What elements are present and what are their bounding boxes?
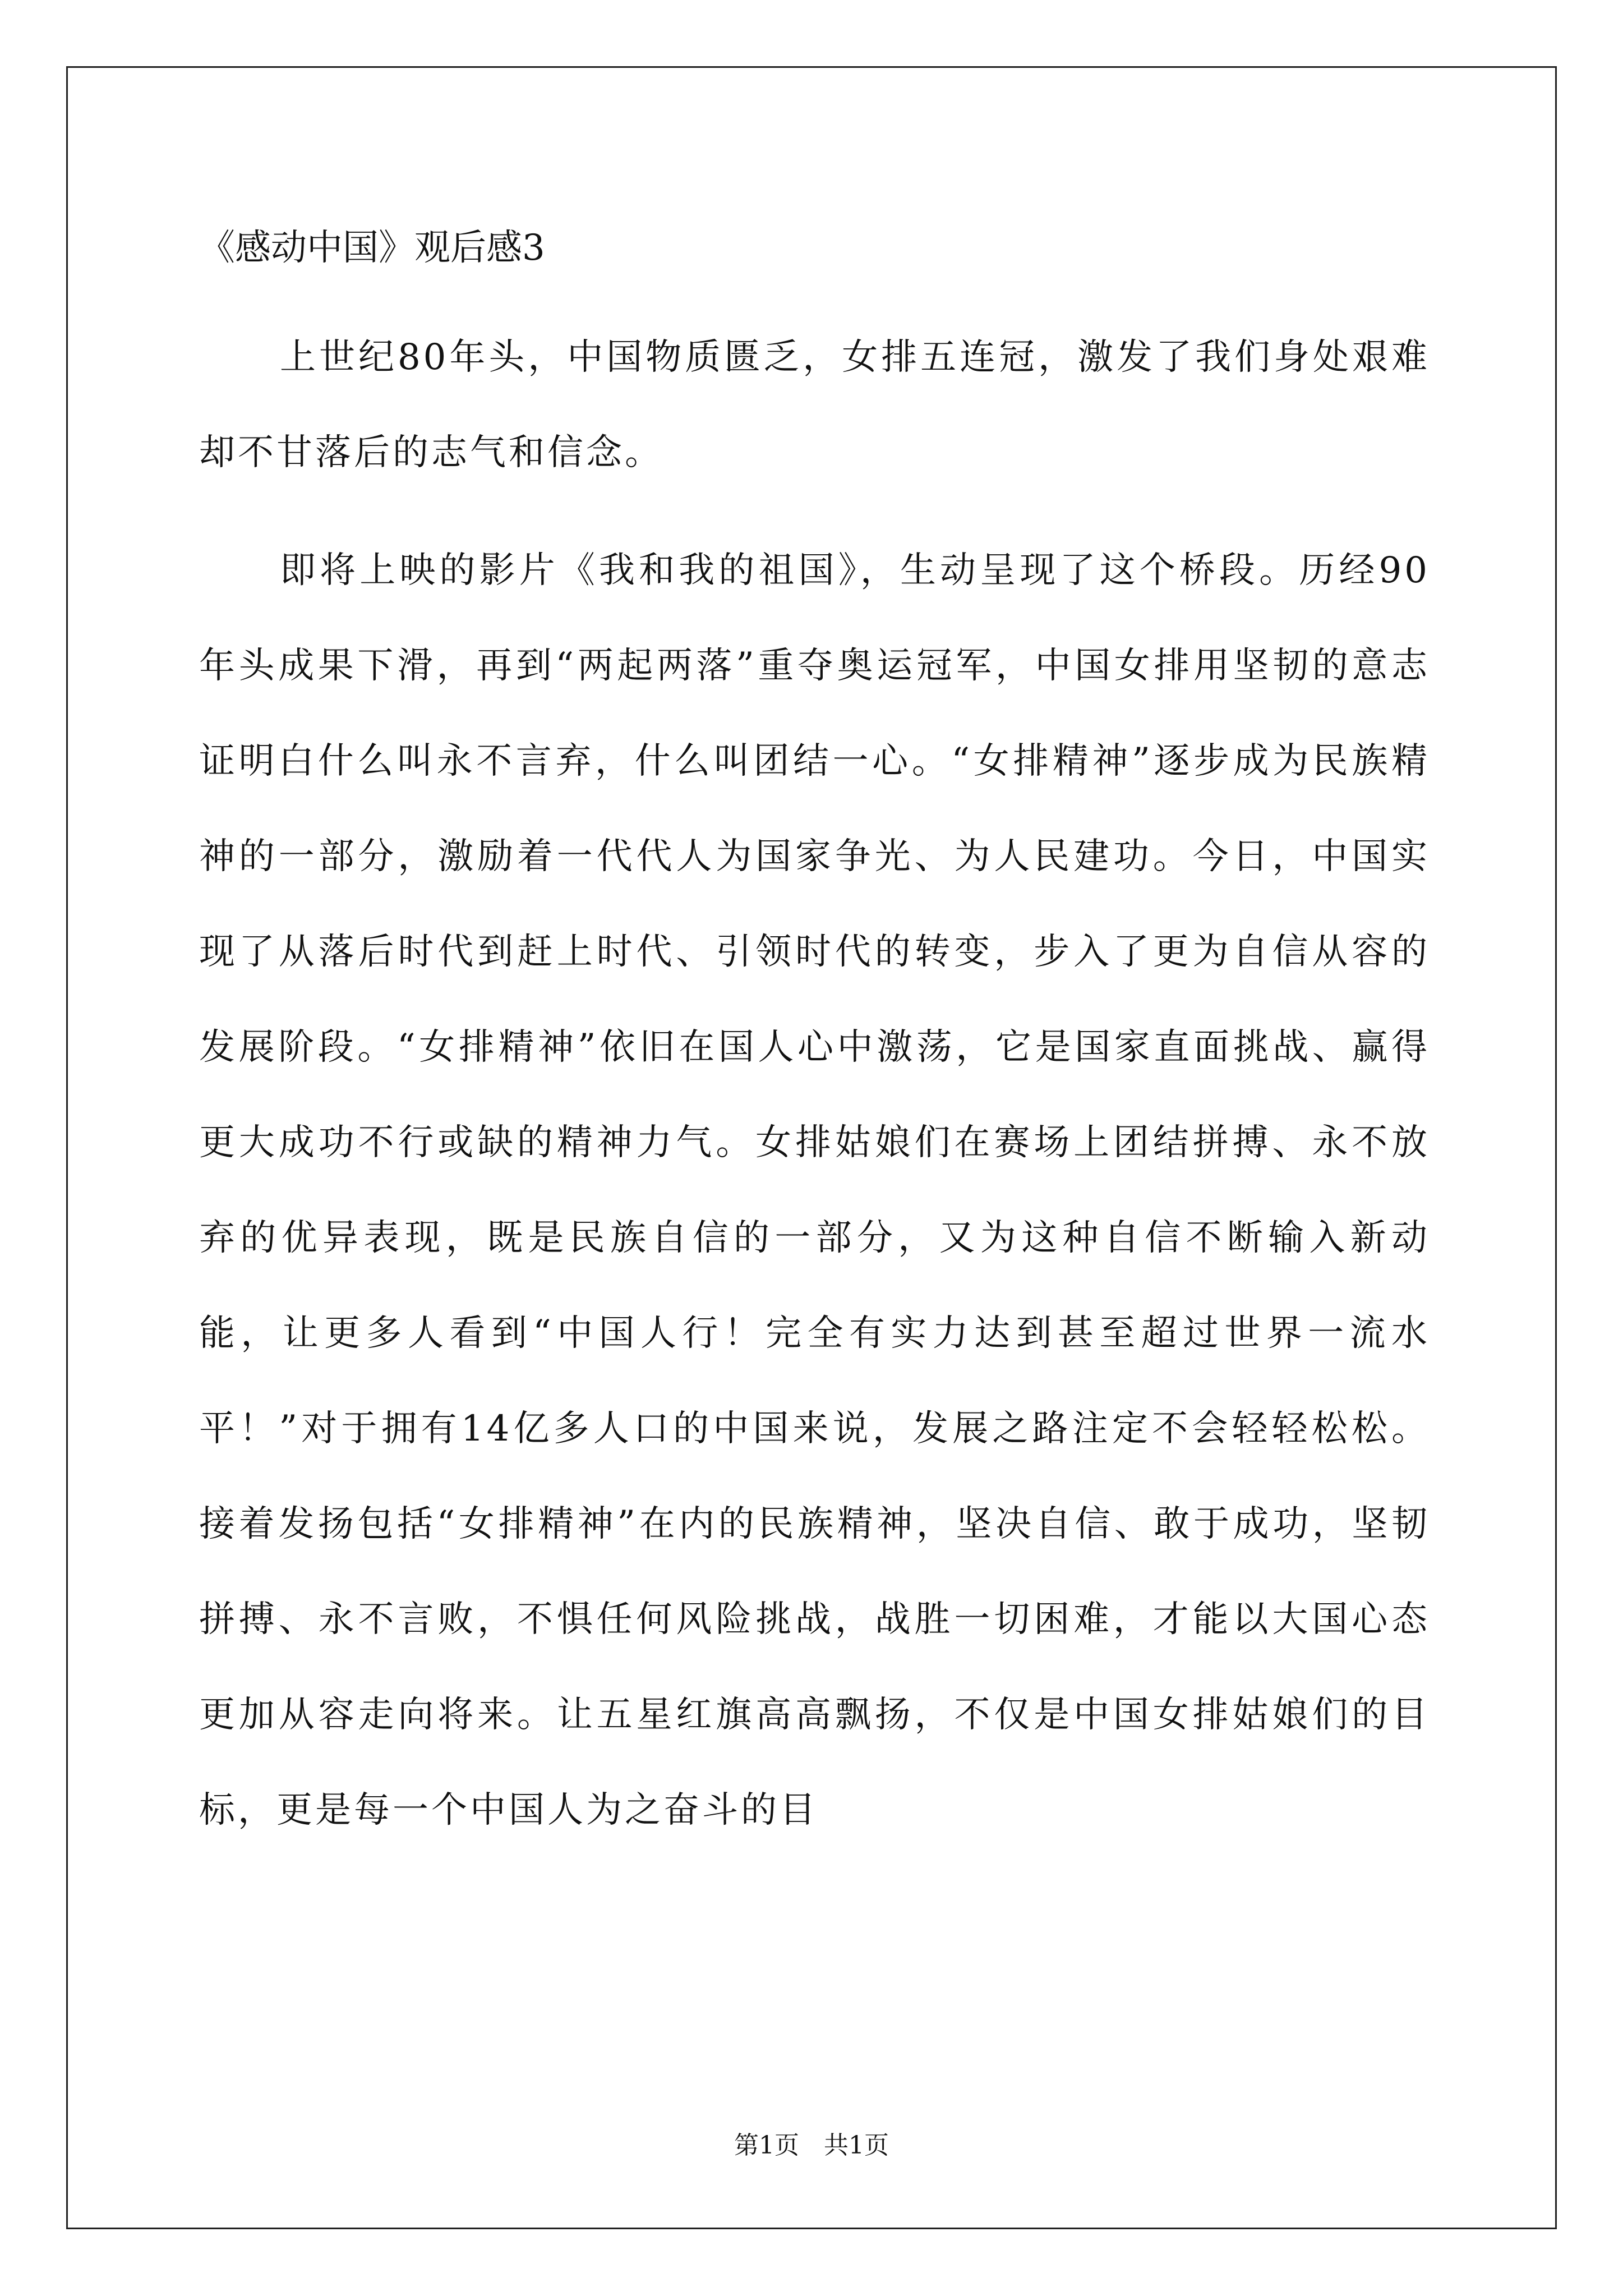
paragraph-2: 即将上映的影片《我和我的祖国》，生动呈现了这个桥段。历经90年头成果下滑，再到“两起两落”重夺奥运冠军，中国女排用坚韧的意志证明白什么叫永不言弃，什么叫团结一心。“女排精神”逐步成为民族精神的一部分，激励着一代代人为国家争光、为人民建功。今日，中国实现了从落后时代到赶上时代、引领时代的转变，步入了更为自信从容的发展阶段。“女排精神”依旧在国人心中激荡，它是国家直面挑战、赢得更大成功不行或缺的精神力气。女排姑娘们在赛场上团结拼搏、永不放弃的优异表现，既是民族自信的一部分，又为这种自信不断输入新动能，让更多人看到“中国人行！完全有实力达到甚至超过世界一流水平！”对于拥有14亿多人口的中国来说，发展之路注定不会轻轻松松。接着发扬包括“女排精神”在内的民族精神，坚决自信、敢于成功，坚韧拼搏、永不言败，不惧任何风险挑战，战胜一切困难，才能以大国心态更加从容走向将来。让五星红旗高高飘扬，不仅是中国女排姑娘们的目标，更是每一个中国人为之奋斗的目 [199, 550, 1430, 1831]
paragraph-1: 上世纪80年头，中国物质匮乏，女排五连冠，激发了我们身处艰难却不甘落后的志气和信念。 [199, 337, 1430, 473]
document-title: 《感动中国》观后感3 [199, 227, 545, 269]
page-number: 第1页 共1页 [734, 2131, 889, 2160]
document-body [199, 214, 1430, 1858]
